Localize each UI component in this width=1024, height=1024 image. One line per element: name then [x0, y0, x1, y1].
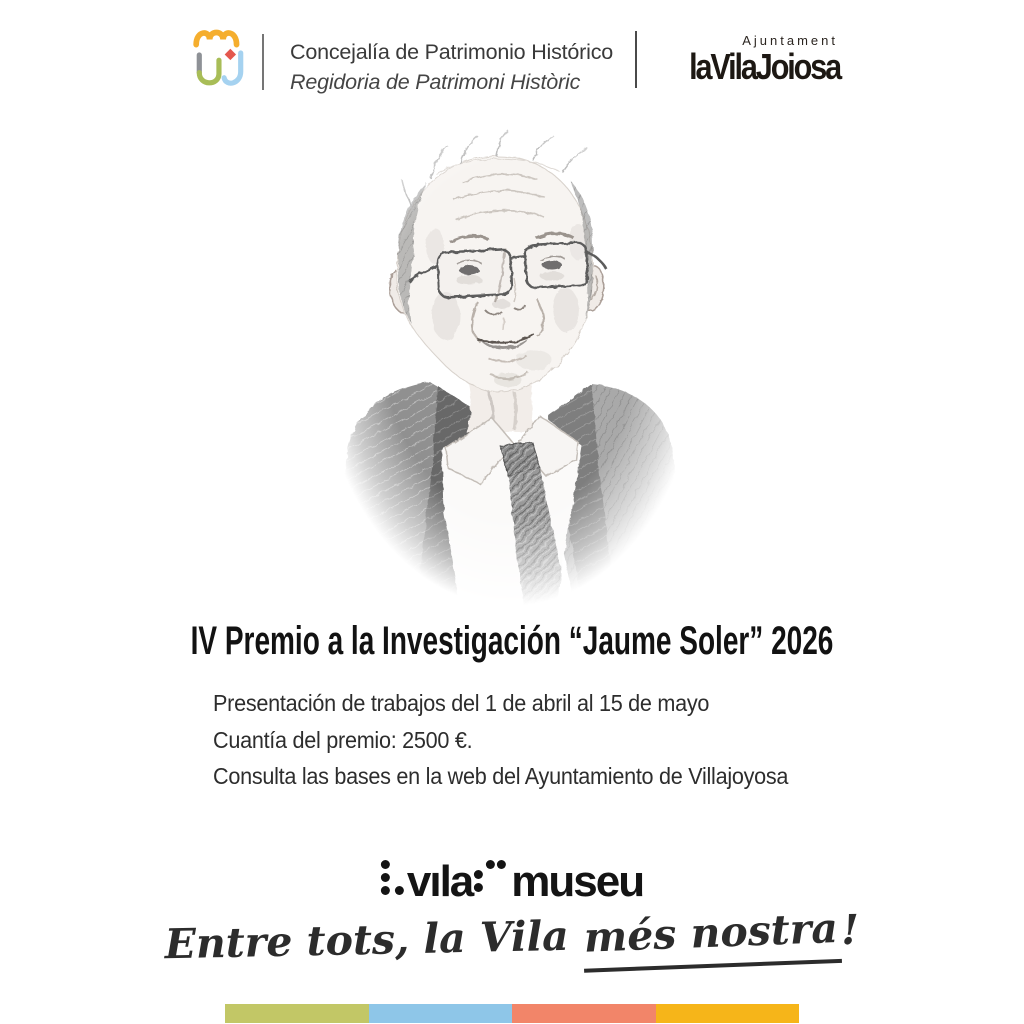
- crest-crown: [196, 32, 236, 44]
- stripe-segment-green: [225, 1004, 369, 1023]
- stripe-segment-coral: [512, 1004, 656, 1023]
- vilamuseu-dots-column-icon: [381, 858, 390, 904]
- portrait-sketch: [338, 128, 682, 606]
- crest-green-stroke: [199, 60, 219, 83]
- crest-diamond: [225, 49, 236, 60]
- slogan-exclamation: !: [840, 905, 860, 955]
- lavilajoiosa-wordmark: laVilaJoiosa: [689, 46, 840, 87]
- detail-line-submission: Presentación de trabajos del 1 de abril al 15 de mayo: [213, 690, 710, 716]
- color-stripe: [225, 1004, 799, 1023]
- vilamuseu-word-vila: vıla: [406, 857, 473, 906]
- vilamuseu-word-museu: museu: [511, 857, 644, 906]
- vilamuseu-logo: [381, 858, 643, 904]
- department-name-valencian: Regidoria de Patrimoni Històric: [290, 70, 581, 94]
- header-divider-left: [262, 34, 264, 90]
- detail-line-amount: Cuantía del premio: 2500 €.: [213, 726, 473, 753]
- stripe-segment-blue: [369, 1004, 513, 1023]
- ajuntament-label: Ajuntament: [742, 33, 838, 48]
- prize-details: [213, 685, 788, 795]
- stripe-segment-yellow: [656, 1004, 800, 1023]
- vilamuseu-dots-cluster-icon: [474, 858, 508, 904]
- vilamuseu-period-dot-icon: [395, 858, 404, 904]
- slogan-underlined: més nostra: [582, 904, 842, 973]
- detail-line-rules: Consulta las bases en la web del Ayuntamiento de Villajoyosa: [213, 763, 789, 789]
- slogan-prefix: Entre tots, la Vila: [164, 911, 584, 969]
- slogan: [0, 902, 1024, 982]
- header-divider-right: [635, 31, 637, 88]
- town-hall-logo: [652, 33, 840, 86]
- town-crest-icon: [191, 26, 249, 92]
- department-name: [290, 37, 613, 97]
- department-name-spanish: Concejalía de Patrimonio Histórico: [290, 40, 614, 64]
- page-title: IV Premio a la Investigación “Jaume Soler” 2026: [190, 619, 834, 663]
